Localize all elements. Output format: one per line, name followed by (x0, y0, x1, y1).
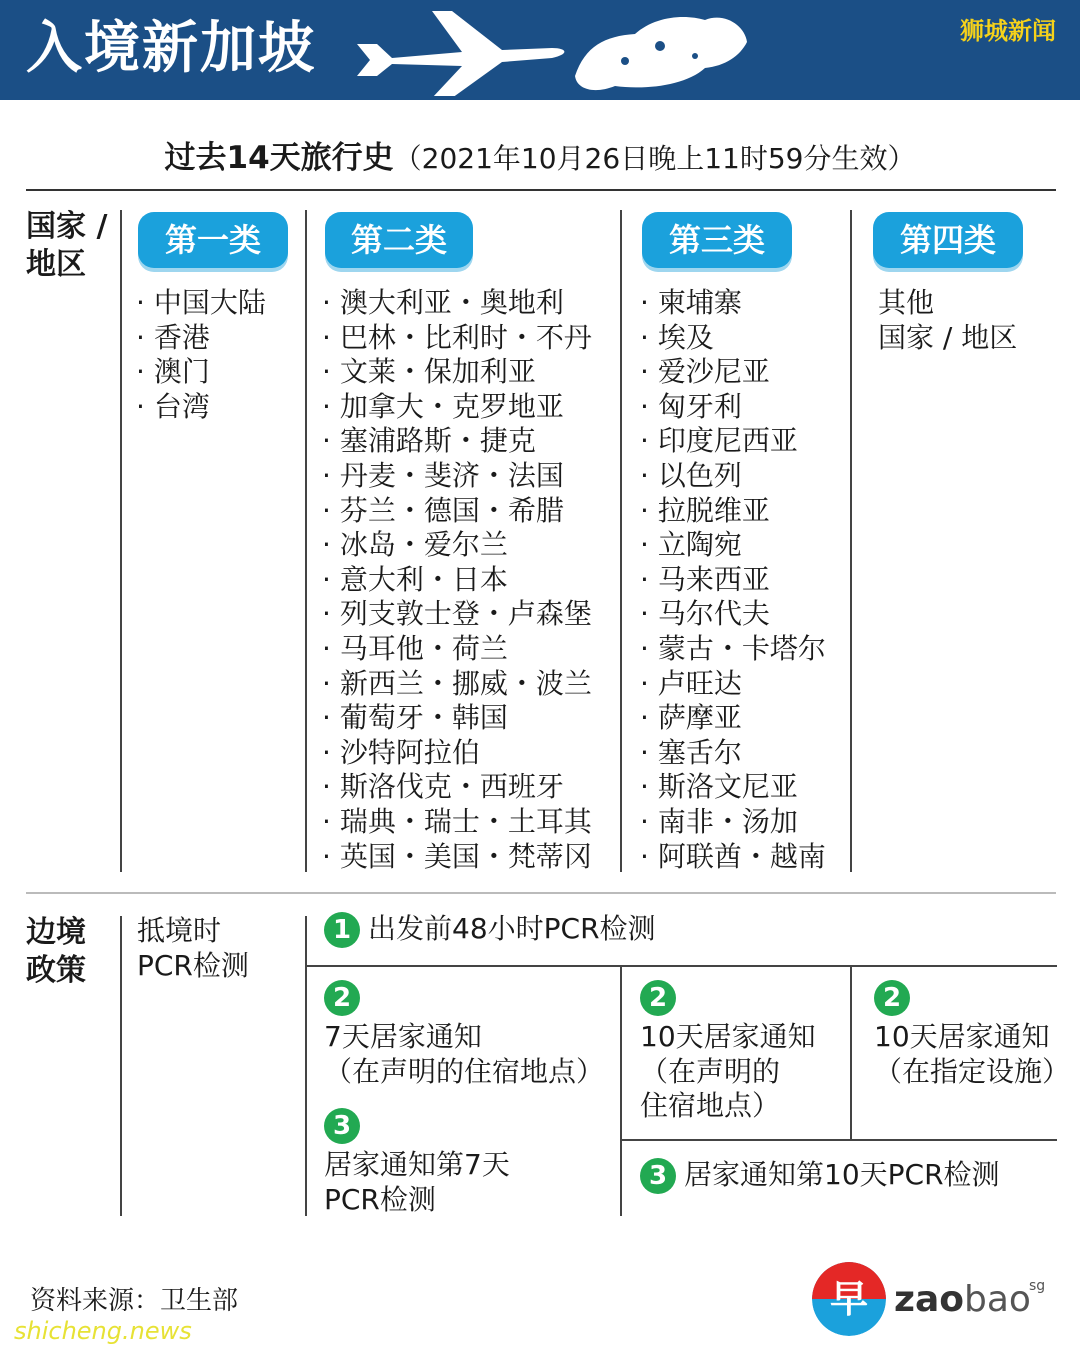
step-text: 居家通知第10天PCR检测 (684, 1158, 1000, 1191)
country-item: · 台湾 (136, 390, 266, 425)
policy-cat2-step3: 3 居家通知第7天 PCR检测 (324, 1108, 510, 1217)
country-item: · 文莱・保加利亚 (322, 355, 592, 390)
page-title: 入境新加坡 (26, 16, 316, 81)
policy-cat4-step2: 2 10天居家通知 （在指定设施） (874, 980, 1070, 1089)
column-divider (120, 916, 122, 1216)
category-2-list (322, 286, 592, 874)
header-banner (0, 0, 1080, 100)
step-number-badge: 2 (874, 980, 910, 1016)
category-4-line: 其他 (878, 286, 935, 319)
column-divider (620, 210, 622, 872)
column-divider (850, 966, 852, 1140)
country-item: · 澳门 (136, 355, 266, 390)
country-item: · 立陶宛 (640, 528, 826, 563)
country-item: · 香港 (136, 321, 266, 356)
category-4-line: 国家 / 地区 (878, 320, 1018, 354)
logo-char: 早 (829, 1277, 869, 1321)
column-divider (120, 210, 122, 872)
source-note: 资料来源：卫生部 (30, 1286, 239, 1316)
step-number-badge: 3 (640, 1158, 676, 1194)
policy-cat34-step3 (640, 1158, 1000, 1194)
category-4-pill: 第四类 (873, 212, 1023, 268)
zaobao-wordmark: zaobao (894, 1279, 1031, 1320)
country-item: · 中国大陆 (136, 286, 266, 321)
country-item: · 埃及 (640, 321, 826, 356)
country-item: · 巴林・比利时・不丹 (322, 321, 592, 356)
column-divider (305, 916, 307, 1216)
country-item: · 南非・汤加 (640, 805, 826, 840)
logo-superscript: sg (1029, 1278, 1046, 1294)
country-item: · 英国・美国・梵蒂冈 (322, 840, 592, 875)
step-number-badge: 2 (640, 980, 676, 1016)
country-item: · 斯洛伐克・西班牙 (322, 770, 592, 805)
column-divider (850, 210, 852, 872)
category-3-list (640, 286, 826, 874)
column-divider (620, 966, 622, 1216)
country-item: · 加拿大・克罗地亚 (322, 390, 592, 425)
subtitle-note: （2021年10月26日晚上11时59分生效） (393, 142, 916, 175)
category-1-pill: 第一类 (138, 212, 288, 268)
policy-cat3-step2: 2 10天居家通知 （在声明的 住宿地点） (640, 980, 816, 1124)
country-item: · 柬埔寨 (640, 286, 826, 321)
country-item: · 萨摩亚 (640, 701, 826, 736)
country-item: · 马耳他・荷兰 (322, 632, 592, 667)
country-item: · 丹麦・斐济・法国 (322, 459, 592, 494)
country-item: · 意大利・日本 (322, 563, 592, 598)
policy-divider (620, 1139, 1057, 1141)
policy-cat1: 抵境时 PCR检测 (137, 914, 249, 982)
country-item: · 阿联酋・越南 (640, 840, 826, 875)
brand-tag: 狮城新闻 (960, 17, 1056, 45)
country-item: · 葡萄牙・韩国 (322, 701, 592, 736)
row-label-countries: 国家 / 地区 (26, 209, 108, 282)
category-4-list (878, 286, 1017, 355)
country-item: · 马尔代夫 (640, 597, 826, 632)
column-divider (305, 210, 307, 872)
section-divider (26, 892, 1056, 894)
category-1-list (136, 286, 266, 424)
airplane-icon (352, 6, 572, 96)
country-item: · 卢旺达 (640, 667, 826, 702)
watermark: shicheng.news (14, 1317, 192, 1345)
subtitle (0, 136, 1080, 181)
top-divider (26, 189, 1056, 191)
country-item: · 匈牙利 (640, 390, 826, 425)
country-item: · 拉脱维亚 (640, 494, 826, 529)
step-number-badge: 2 (324, 980, 360, 1016)
zaobao-logo-icon (812, 1262, 886, 1336)
country-item: · 芬兰・德国・希腊 (322, 494, 592, 529)
category-3-pill: 第三类 (642, 212, 792, 268)
step-number-badge: 1 (324, 912, 360, 948)
country-item: · 以色列 (640, 459, 826, 494)
country-item: · 印度尼西亚 (640, 424, 826, 459)
country-item: · 瑞典・瑞士・土耳其 (322, 805, 592, 840)
country-item: · 斯洛文尼亚 (640, 770, 826, 805)
country-item: · 澳大利亚・奥地利 (322, 286, 592, 321)
country-item: · 冰岛・爱尔兰 (322, 528, 592, 563)
country-item: · 塞浦路斯・捷克 (322, 424, 592, 459)
country-item: · 新西兰・挪威・波兰 (322, 667, 592, 702)
country-item: · 列支敦士登・卢森堡 (322, 597, 592, 632)
category-2-pill: 第二类 (325, 212, 473, 268)
country-item: · 蒙古・卡塔尔 (640, 632, 826, 667)
singapore-map-icon (565, 6, 755, 96)
policy-divider (305, 965, 1057, 967)
subtitle-main: 过去14天旅行史 (164, 140, 394, 176)
policy-step1 (324, 912, 656, 948)
step-number-badge: 3 (324, 1108, 360, 1144)
policy-cat2-step2: 2 7天居家通知 （在声明的住宿地点） (324, 980, 604, 1089)
row-label-policy: 边境 政策 (26, 915, 86, 988)
country-item: · 马来西亚 (640, 563, 826, 598)
step-text: 出发前48小时PCR检测 (368, 912, 656, 945)
country-item: · 爱沙尼亚 (640, 355, 826, 390)
country-item: · 沙特阿拉伯 (322, 736, 592, 771)
country-item: · 塞舌尔 (640, 736, 826, 771)
